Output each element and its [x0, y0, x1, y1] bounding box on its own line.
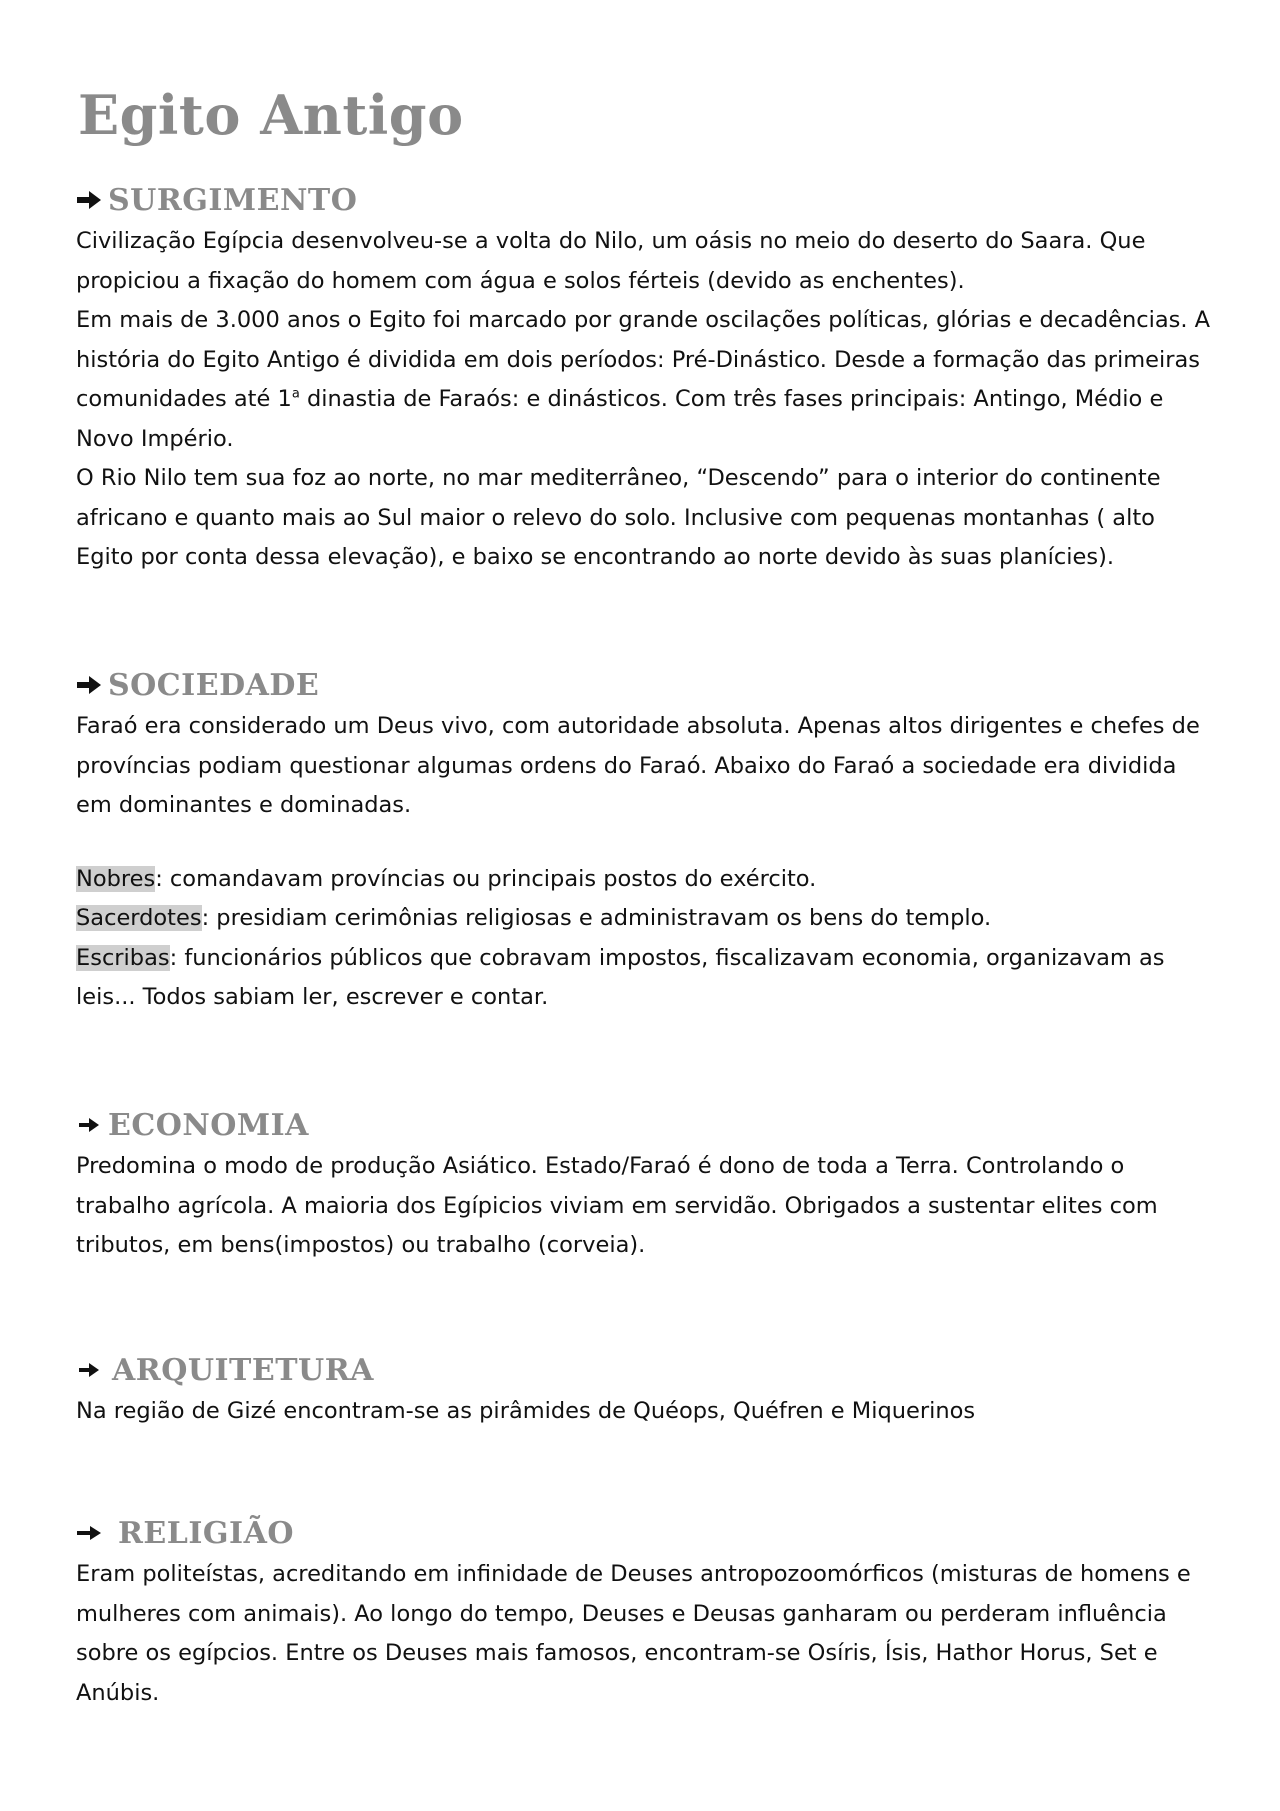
paragraph: Na região de Gizé encontram-se as pirâmides de Quéops, Quéfren e Miquerinos: [76, 1398, 976, 1424]
arrow-right-icon: [76, 189, 102, 211]
section-heading-text: RELIGIÃO: [118, 1515, 294, 1551]
section-sociedade: [76, 665, 1216, 1018]
highlighted-term: Nobres: [76, 865, 156, 892]
paragraph: Predomina o modo de produção Asiático. Estado/Faraó é dono de toda a Terra. Controlando o trabalho agrícola. A maioria dos Egípicios viviam em servidão. Obrigados a sustentar elites com tributos, em bens(impostos) ou trabalho (corveia).: [76, 1153, 1158, 1258]
section-heading: [76, 665, 1216, 705]
section-religiao: [76, 1513, 1216, 1713]
section-heading-text: ECONOMIA: [108, 1107, 309, 1143]
page-title: Egito Antigo: [78, 83, 464, 147]
section-heading: [76, 1105, 1216, 1145]
definition-nobres: Nobres: comandavam províncias ou principais postos do exército.: [76, 865, 817, 892]
section-heading: [76, 1350, 1216, 1390]
section-surgimento: [76, 180, 1216, 578]
section-heading-text: SOCIEDADE: [108, 667, 320, 703]
highlighted-term: Escribas: [76, 944, 170, 971]
arrow-right-icon: [76, 674, 102, 696]
section-heading: [76, 1513, 1216, 1553]
paragraph: Em mais de 3.000 anos o Egito foi marcado por grande oscilações políticas, glórias e decadências. A história do Egito Antigo é dividida em dois períodos: Pré-Dinástico. Desde a formação das primeiras comunidades até 1$^a$ dinastia de Faraós: e dinásticos. Com três fases principais: Antingo, Médio e Novo Império.: [76, 307, 1211, 452]
paragraph: Faraó era considerado um Deus vivo, com autoridade absoluta. Apenas altos dirigentes e chefes de províncias podiam questionar algumas ordens do Faraó. Abaixo do Faraó a sociedade era dividida em dominantes e dominadas.: [76, 713, 1200, 818]
arrow-right-icon: [76, 1114, 102, 1136]
section-arquitetura: [76, 1350, 1216, 1432]
definition-sacerdotes: Sacerdotes: presidiam cerimônias religiosas e administravam os bens do templo.: [76, 905, 992, 931]
section-economia: [76, 1105, 1216, 1266]
section-heading-text: SURGIMENTO: [108, 182, 358, 218]
paragraph: O Rio Nilo tem sua foz ao norte, no mar mediterrâneo, “Descendo” para o interior do continente africano e quanto mais ao Sul maior o relevo do solo. Inclusive com pequenas montanhas ( alto Egito por conta dessa elevação), e baixo se encontrando ao norte devido às suas planícies).: [76, 465, 1161, 570]
arrow-right-icon: [76, 1359, 102, 1381]
paragraph: Eram politeístas, acreditando em infinidade de Deuses antropozoomórficos (misturas de homens e mulheres com animais). Ao longo do tempo, Deuses e Deusas ganharam ou perderam influência sobre os egípcios. Entre os Deuses mais famosos, encontram-se Osíris, Ísis, Hathor Horus, Set e Anúbis.: [76, 1561, 1191, 1706]
arrow-right-icon: [76, 1522, 102, 1544]
definition-escribas: Escribas: funcionários públicos que cobravam impostos, fiscalizavam economia, organizavam as leis... Todos sabiam ler, escrever e contar.: [76, 944, 1165, 1010]
section-heading-text: ARQUITETURA: [112, 1352, 374, 1388]
section-heading: [76, 180, 1216, 220]
highlighted-term: Sacerdotes: [76, 905, 202, 931]
paragraph: Civilização Egípcia desenvolveu-se a volta do Nilo, um oásis no meio do deserto do Saara. Que propiciou a fixação do homem com água e solos férteis (devido as enchentes).: [76, 228, 1146, 294]
